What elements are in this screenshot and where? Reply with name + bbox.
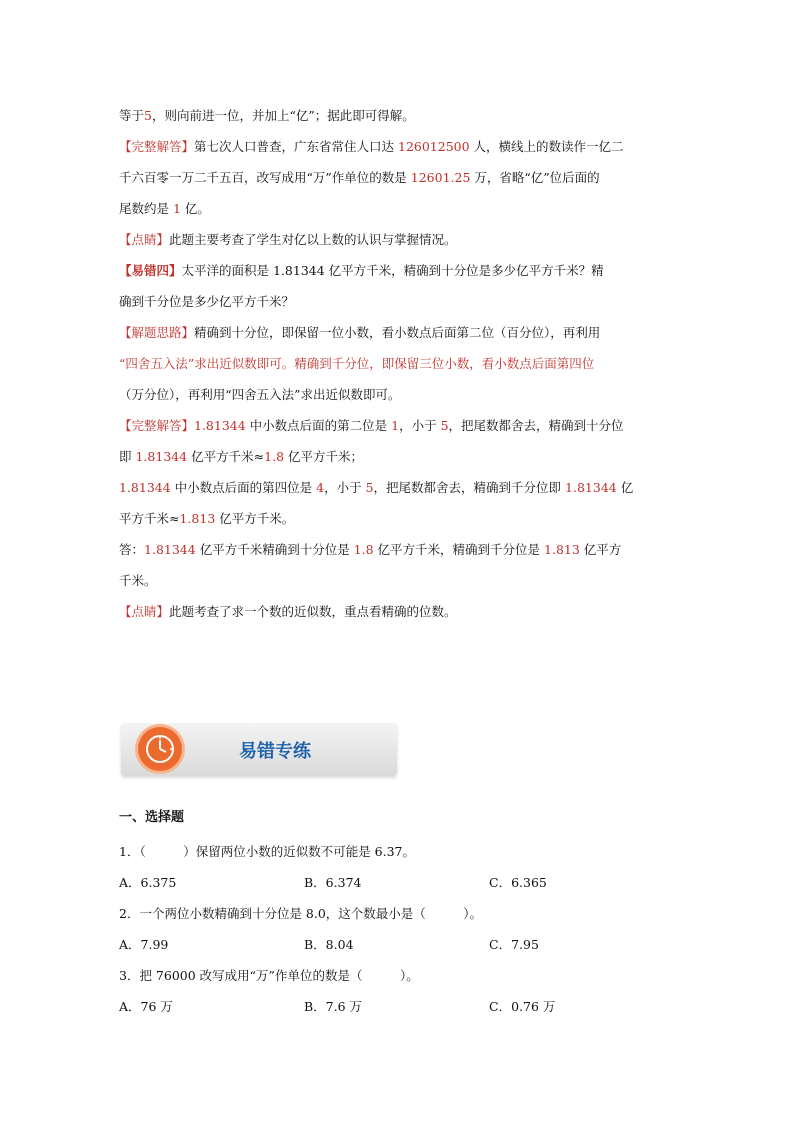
text-segment: 答：: [119, 542, 145, 557]
text-segment: 亿平方千米，精确到千分位是: [373, 542, 545, 557]
text-line: [119, 503, 679, 534]
text-segment: 1.81344: [135, 449, 188, 464]
text-line: [119, 379, 679, 410]
text-line: [119, 596, 679, 627]
text-segment: 126012500: [398, 139, 470, 154]
text-segment: 即: [119, 449, 136, 464]
text-segment: 等于: [119, 108, 145, 123]
text-segment: 1.81344: [119, 480, 171, 495]
question-stem: 3．把 76000 改写成用“万”作单位的数是（ ）。: [119, 968, 419, 983]
text-line: [119, 162, 679, 193]
answer-option[interactable]: B．7.6 万: [304, 999, 363, 1014]
text-line: [119, 472, 679, 503]
text-segment: ，小于: [324, 480, 366, 495]
text-segment: 亿: [616, 480, 634, 495]
answer-option[interactable]: B．6.374: [304, 875, 362, 890]
answer-option[interactable]: C．6.365: [489, 875, 547, 890]
text-segment: （万分位），再利用“四舍五入法”求出近似数即可。: [119, 387, 401, 402]
text-line: [119, 255, 679, 286]
text-segment: 1.81344: [144, 542, 196, 557]
text-segment: 5: [440, 418, 449, 433]
text-segment: 【完整解答】: [119, 139, 195, 154]
text-line: [119, 224, 679, 255]
text-segment: 12601.25: [410, 170, 471, 185]
text-segment: 【点睛】: [119, 232, 170, 247]
text-segment: 亿平方: [579, 542, 622, 557]
text-segment: 1: [391, 418, 400, 433]
text-segment: “四舍五入法”求出近似数即可。精确到千分位，即保留三位小数，看小数点后面第四位: [119, 356, 595, 371]
option-row: [119, 991, 679, 1022]
question-list: [119, 836, 679, 1022]
option-row: [119, 867, 679, 898]
text-line: [119, 410, 679, 441]
text-line: [119, 441, 679, 472]
text-line: [119, 131, 679, 162]
text-segment: 此题考查了求一个数的近似数，重点看精确的位数。: [169, 604, 457, 619]
text-line: [119, 565, 679, 596]
text-segment: 人，横线上的数读作一亿二: [469, 139, 624, 154]
text-segment: 亿平方千米。: [215, 511, 295, 526]
text-segment: ，把尾数都舍去，精确到千分位即: [373, 480, 566, 495]
answer-option[interactable]: C．7.95: [489, 937, 539, 952]
text-segment: 千米。: [119, 573, 157, 588]
clock-icon: [138, 727, 182, 771]
text-segment: 太平洋的面积是 1.81344 亿平方千米，精确到十分位是多少亿平方千米？精: [181, 263, 604, 278]
answer-option[interactable]: C．0.76 万: [489, 999, 556, 1014]
text-segment: 【点睛】: [119, 604, 170, 619]
text-segment: 1: [172, 201, 181, 216]
text-line: [119, 348, 679, 379]
question-stem: 2．一个两位小数精确到十分位是 8.0，这个数最小是（ ）。: [119, 906, 483, 921]
text-segment: 亿平方千米≈: [187, 449, 265, 464]
question-stem: 1．（ ）保留两位小数的近似数不可能是 6.37。: [119, 844, 416, 859]
text-segment: 精确到十分位，即保留一位小数，看小数点后面第二位（百分位），再利用: [194, 325, 601, 340]
section-banner: [121, 723, 397, 776]
text-line: [119, 100, 679, 131]
text-segment: 【易错四】: [119, 263, 182, 278]
text-segment: ，把尾数都舍去，精确到十分位: [448, 418, 624, 433]
answer-option[interactable]: A．7.99: [119, 937, 169, 952]
text-segment: 亿。: [180, 201, 210, 216]
answer-text-block: [119, 100, 679, 627]
text-segment: 【完整解答】1.81344: [119, 418, 246, 433]
text-segment: 5: [365, 480, 374, 495]
text-line: [119, 286, 679, 317]
text-segment: 确到千分位是多少亿平方千米？: [119, 294, 295, 309]
section-title: 一、选择题: [119, 810, 185, 825]
text-segment: 【解题思路】: [119, 325, 195, 340]
text-segment: 1.813: [544, 542, 580, 557]
text-segment: 第七次人口普查，广东省常住人口达: [194, 139, 398, 154]
text-segment: 1.81344: [565, 480, 617, 495]
text-segment: 千六百零一万二千五百，改写成用“万”作单位的数是: [119, 170, 411, 185]
text-segment: 尾数约是: [119, 201, 173, 216]
text-segment: 亿平方千米；: [284, 449, 364, 464]
text-segment: 中小数点后面的第四位是: [170, 480, 317, 495]
text-line: [119, 193, 679, 224]
text-segment: 5: [144, 108, 152, 123]
text-line: [119, 534, 679, 565]
text-segment: 中小数点后面的第二位是: [245, 418, 392, 433]
banner-title: 易错专练: [239, 741, 311, 762]
answer-option[interactable]: A．6.375: [119, 875, 177, 890]
answer-option[interactable]: B．8.04: [304, 937, 354, 952]
text-segment: 1.813: [179, 511, 216, 526]
text-segment: 1.8: [264, 449, 285, 464]
text-segment: 此题主要考查了学生对亿以上数的认识与掌握情况。: [169, 232, 457, 247]
text-segment: ，小于: [399, 418, 441, 433]
text-segment: ，则向前进一位，并加上“亿”；据此即可得解。: [151, 108, 415, 123]
text-line: [119, 317, 679, 348]
text-segment: 万，省略“亿”位后面的: [470, 170, 600, 185]
text-segment: 亿平方千米精确到十分位是: [195, 542, 354, 557]
option-row: [119, 929, 679, 960]
text-segment: 平方千米≈: [119, 511, 180, 526]
text-segment: 4: [316, 480, 325, 495]
text-segment: 1.8: [353, 542, 374, 557]
answer-option[interactable]: A．76 万: [119, 999, 173, 1014]
